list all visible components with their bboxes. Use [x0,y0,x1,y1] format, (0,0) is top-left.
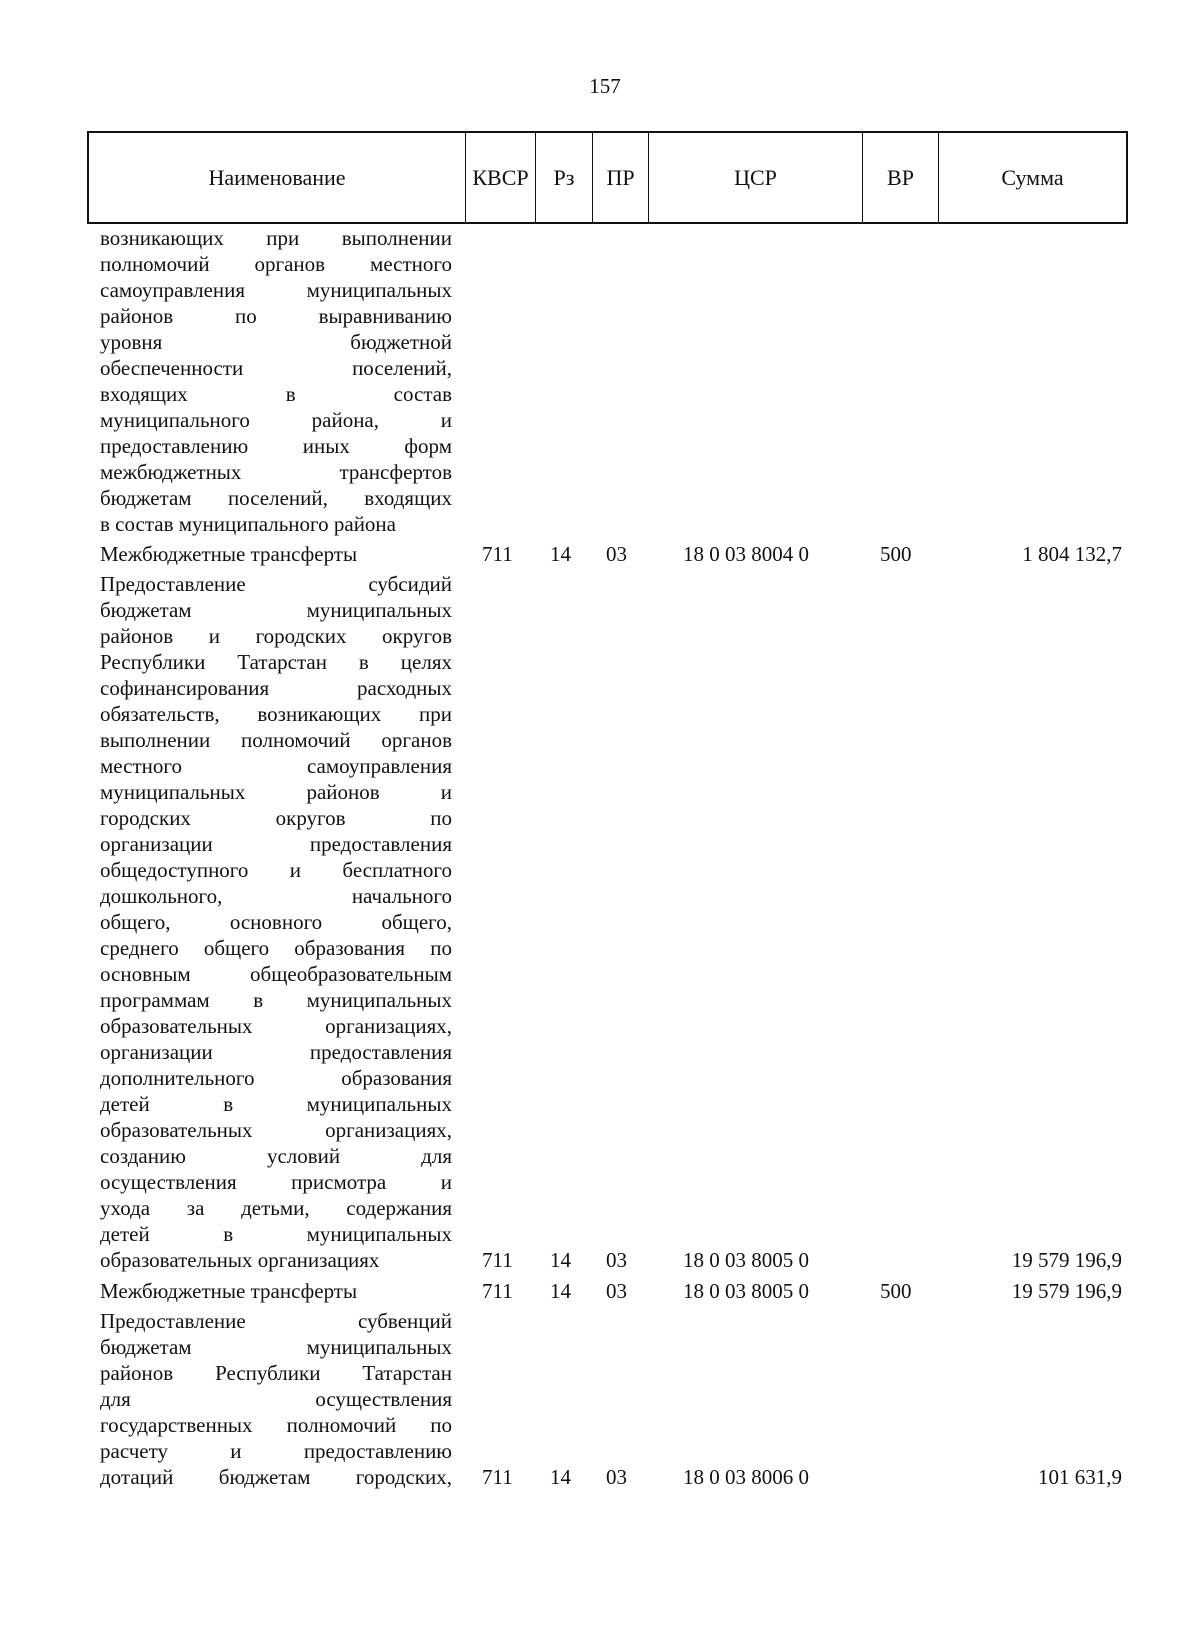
text-line: муниципальных районов и [100,780,452,804]
cell-pr: 03 [606,542,627,566]
header-vr: ВР [863,133,939,222]
text-line: Предоставление субсидий [100,572,452,596]
cell-sum: 1 804 132,7 [1022,542,1122,566]
cell-csr: 18 0 03 8004 0 [683,542,809,566]
cell-csr: 18 0 03 8005 0 [683,1279,809,1303]
text-line: муниципального района, и [100,408,452,432]
text-line: местного самоуправления [100,754,452,778]
header-sum: Сумма [1001,164,1064,190]
text-line: бюджетам поселений, входящих [100,486,452,510]
text-line: образовательных организациях, [100,1118,452,1142]
text-line: среднего общего образования по [100,936,452,960]
text-line: возникающих при выполнении [100,226,452,250]
text-line: софинансирования расходных [100,676,452,700]
cell-rz: 14 [550,1248,571,1272]
text-line: обеспеченности поселений, [100,356,452,380]
text-line: государственных полномочий по [100,1413,452,1437]
cell-pr: 03 [606,1465,627,1489]
text-line: организации предоставления [100,832,452,856]
text-line: полномочий органов местного [100,252,452,276]
cell-csr: 18 0 03 8006 0 [683,1465,809,1489]
text-line: выполнении полномочий органов [100,728,452,752]
text-line: дополнительного образования [100,1066,452,1090]
text-line: осуществления присмотра и [100,1170,452,1194]
text-line: общего, основного общего, [100,910,452,934]
text-line: городских округов по [100,806,452,830]
cell-pr: 03 [606,1248,627,1272]
text-line: районов Республики Татарстан [100,1361,452,1385]
cell-sum: 101 631,9 [1038,1465,1122,1489]
text-line: созданию условий для [100,1144,452,1168]
table-header [87,131,1128,224]
header-name: Наименование [89,133,466,222]
cell-rz: 14 [550,1465,571,1489]
text-line: межбюджетных трансфертов [100,460,452,484]
text-line: уровня бюджетной [100,330,452,354]
text-line: входящих в состав [100,382,452,406]
text-line: самоуправления муниципальных [100,278,452,302]
cell-rz: 14 [550,1279,571,1303]
text-line: общедоступного и бесплатного [100,858,452,882]
cell-kvsr: 711 [482,1248,513,1272]
text-line: районов и городских округов [100,624,452,648]
cell-vr: 500 [880,542,912,566]
cell-kvsr: 711 [482,1279,513,1303]
cell-sum: 19 579 196,9 [1011,1279,1122,1303]
cell-kvsr: 711 [482,1465,513,1489]
text-line: организации предоставления [100,1040,452,1064]
header-csr: ЦСР [649,133,863,222]
text-line: в состав муниципального района [100,512,396,536]
cell-vr: 500 [880,1279,912,1303]
text-line: обязательств, возникающих при [100,702,452,726]
text-line: районов по выравниванию [100,304,452,328]
text-line: образовательных организациях, [100,1014,452,1038]
text-line: детей в муниципальных [100,1092,452,1116]
header-rz: Рз [536,133,593,222]
text-line: расчету и предоставлению [100,1439,452,1463]
cell-rz: 14 [550,542,571,566]
text-line: основным общеобразовательным [100,962,452,986]
cell-pr: 03 [606,1279,627,1303]
text-line: дошкольного, начального [100,884,452,908]
cell-sum: 19 579 196,9 [1011,1248,1122,1272]
text-line: программам в муниципальных [100,988,452,1012]
cell-kvsr: 711 [482,542,513,566]
cell-csr: 18 0 03 8005 0 [683,1248,809,1272]
page-number: 157 [589,74,621,98]
header-pr: ПР [593,133,649,222]
text-line: ухода за детьми, содержания [100,1196,452,1220]
text-line: бюджетам муниципальных [100,598,452,622]
row-name: Межбюджетные трансферты [100,1279,358,1303]
row-name: Межбюджетные трансферты [100,542,358,566]
text-line: предоставлению иных форм [100,434,452,458]
text-line: детей в муниципальных [100,1222,452,1246]
header-kvsr: КВСР [466,133,536,222]
text-line: дотаций бюджетам городских, [100,1465,452,1489]
text-line: для осуществления [100,1387,452,1411]
text-line: Предоставление субвенций [100,1309,452,1333]
text-line: Республики Татарстан в целях [100,650,452,674]
text-line: образовательных организациях [100,1248,380,1272]
text-line: бюджетам муниципальных [100,1335,452,1359]
